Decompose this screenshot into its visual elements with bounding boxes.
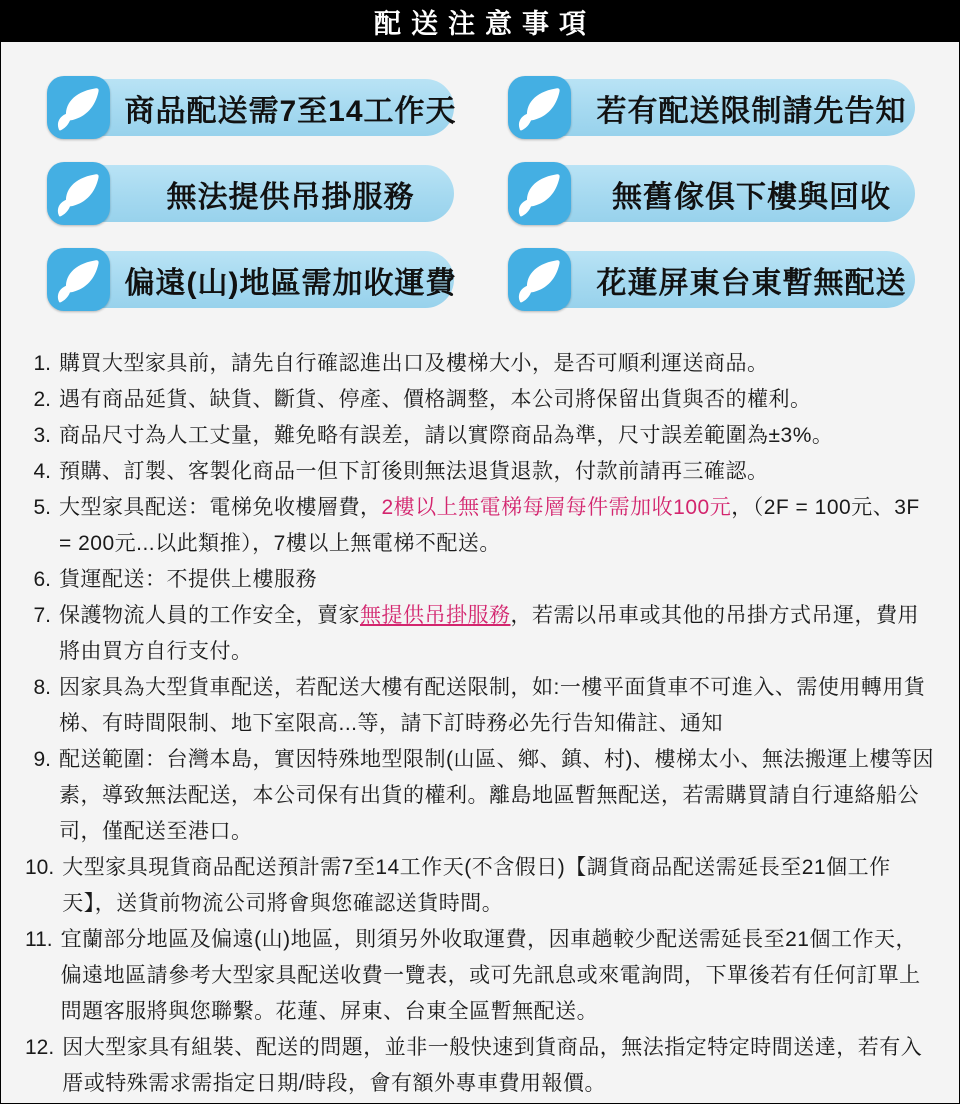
note-text (62, 850, 937, 922)
note-text-segment: 因大型家具有組裝、配送的問題，並非一般快速到貨商品，無法指定特定時間送達，若有入厝或特殊需求需指定日期/時段，會有額外專車費用報價。 (62, 1036, 923, 1095)
note-number: 12. (25, 1036, 55, 1059)
note-number: 9. (33, 748, 51, 771)
note-number: 5. (33, 496, 51, 519)
note-item (25, 598, 937, 670)
note-item (25, 382, 937, 418)
delivery-badge (47, 248, 457, 310)
note-number: 3. (33, 424, 51, 447)
badge-grid (1, 42, 959, 336)
leaf-icon (47, 248, 110, 311)
badge-label: 花蓮屏東台東暫無配送 (530, 251, 915, 308)
note-text-segment: 購買大型家具前，請先自行確認進出口及樓梯大小，是否可順利運送商品。 (59, 352, 769, 375)
note-number: 2. (33, 388, 51, 411)
note-item (25, 490, 937, 562)
delivery-badge (508, 248, 915, 310)
note-text (59, 346, 937, 382)
note-text-segment: 貨運配送：不提供上樓服務 (59, 568, 317, 591)
note-number: 4. (33, 460, 51, 483)
leaf-icon (508, 162, 571, 225)
note-text-segment: 因家具為大型貨車配送，若配送大樓有配送限制，如:一樓平面貨車不可進入、需使用轉用貨梯、有時間限制、地下室限高...等，請下訂時務必先行告知備註、通知 (59, 676, 926, 735)
delivery-badge (47, 76, 457, 138)
note-text-segment: 配送範圍：台灣本島，實因特殊地型限制(山區、鄉、鎮、村)、樓梯太小、無法搬運上樓等因素，導致無法配送，本公司保有出貨的權利。離島地區暫無配送，若需購買請自行連絡船公司，僅配送至港口。 (59, 748, 934, 843)
note-text-segment: 商品尺寸為人工丈量，難免略有誤差，請以實際商品為準，尺寸誤差範圍為±3%。 (59, 424, 834, 447)
note-text-highlight: 無提供吊掛服務 (360, 604, 511, 627)
note-number: 7. (33, 604, 51, 627)
note-item (25, 922, 937, 1030)
note-item (25, 850, 937, 922)
page-title: 配送注意事項 (374, 9, 596, 39)
badge-label: 偏遠(山)地區需加收運費 (69, 251, 454, 308)
note-text-highlight: 2樓以上無電梯每層每件需加收100元 (381, 496, 732, 519)
note-item (25, 346, 937, 382)
leaf-icon (508, 76, 571, 139)
note-text-segment: 預購、訂製、客製化商品一但下訂後則無法退貨退款，付款前請再三確認。 (59, 460, 769, 483)
note-item (25, 454, 937, 490)
note-number: 10. (25, 856, 55, 879)
note-text (62, 1030, 937, 1102)
note-text-segment: ，（2F = 100元、3F = 200元...以此類推），7樓以上無電梯不配送。 (59, 496, 920, 555)
note-text (59, 562, 937, 598)
note-text (59, 490, 937, 562)
page-header (1, 1, 959, 42)
delivery-badge (508, 76, 915, 138)
note-number: 11. (25, 928, 53, 951)
note-item (25, 562, 937, 598)
note-text (59, 454, 937, 490)
note-text-segment: 大型家具配送：電梯免收樓層費， (59, 496, 382, 519)
badge-label: 商品配送需7至14工作天 (69, 79, 454, 136)
note-item (25, 670, 937, 742)
badge-label: 無舊傢俱下樓與回收 (530, 165, 915, 222)
leaf-icon (47, 76, 110, 139)
delivery-badge (47, 162, 454, 224)
badge-label: 若有配送限制請先告知 (530, 79, 915, 136)
note-text (59, 382, 937, 418)
note-text (59, 670, 937, 742)
note-text-segment: 宜蘭部分地區及偏遠(山)地區，則須另外收取運費，因車趟較少配送需延長至21個工作天，偏遠地區請參考大型家具配送收費一覽表，或可先訊息或來電詢問，下單後若有任何訂單上問題客服將與您聯繫。花蓮、屏東、台東全區暫無配送。 (60, 928, 921, 1023)
note-text (59, 598, 937, 670)
note-text (61, 922, 937, 1030)
leaf-icon (508, 248, 571, 311)
leaf-icon (47, 162, 110, 225)
note-item (25, 1030, 937, 1102)
note-number: 1. (33, 352, 51, 375)
note-item (25, 742, 937, 850)
note-text (59, 418, 937, 454)
note-number: 8. (33, 676, 51, 699)
note-text-segment: 大型家具現貨商品配送預計需7至14工作天(不含假日)【調貨商品配送需延長至21個工作天】，送貨前物流公司將會與您確認送貨時間。 (62, 856, 891, 915)
note-item (25, 418, 937, 454)
badge-label: 無法提供吊掛服務 (69, 165, 454, 222)
note-number: 6. (33, 568, 51, 591)
note-text-segment: 遇有商品延貨、缺貨、斷貨、停產、價格調整，本公司將保留出貨與否的權利。 (59, 388, 812, 411)
delivery-badge (508, 162, 915, 224)
note-text (59, 742, 937, 850)
note-text-segment: 保護物流人員的工作安全，賣家 (59, 604, 360, 627)
delivery-notes-list (1, 336, 959, 1102)
note-text-segment: ，若需以吊車或其他的吊掛方式吊運，費用將由買方自行支付。 (59, 604, 919, 663)
